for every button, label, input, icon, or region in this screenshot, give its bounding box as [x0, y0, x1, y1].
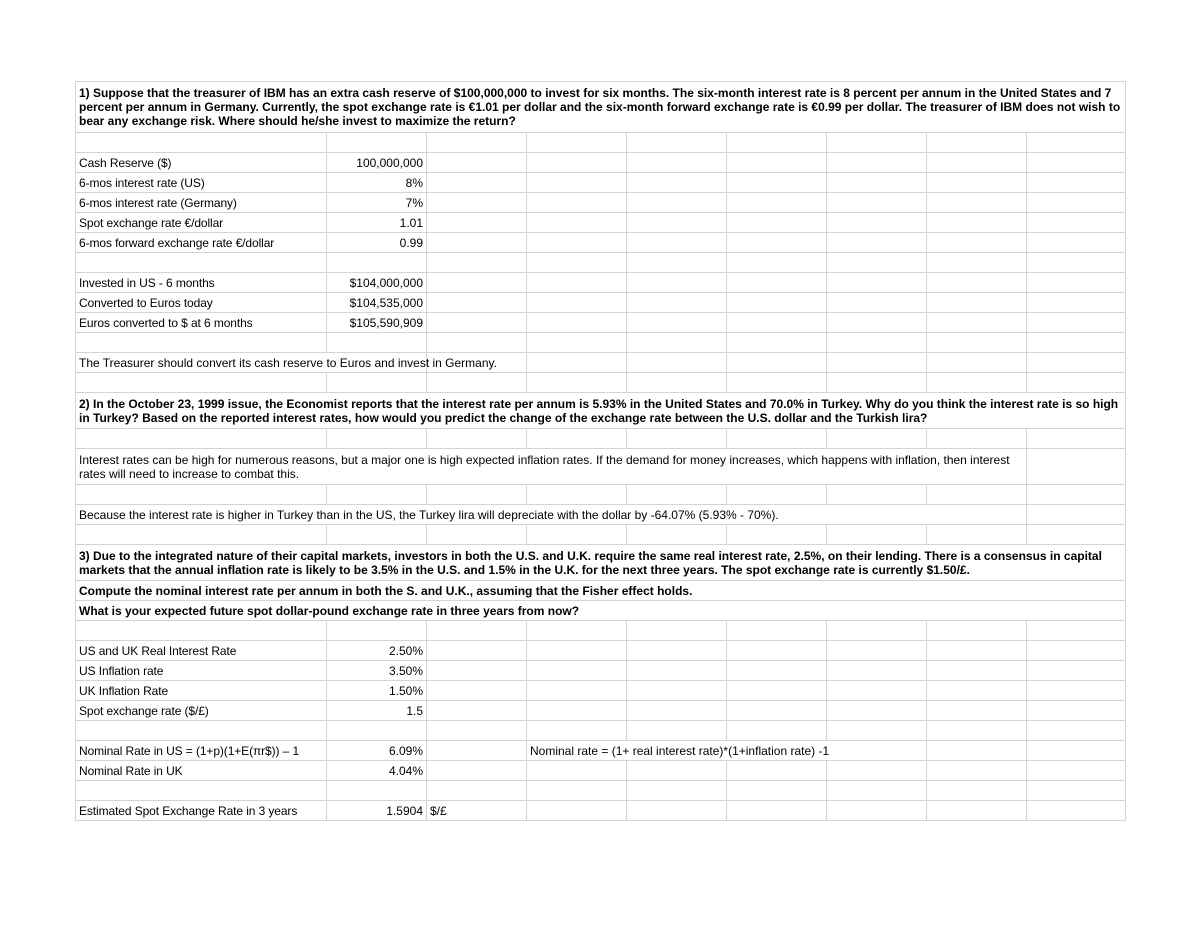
- empty-cell[interactable]: [427, 741, 527, 761]
- empty-cell[interactable]: [1027, 681, 1126, 701]
- empty-cell[interactable]: [1027, 373, 1126, 393]
- empty-cell[interactable]: [727, 173, 827, 193]
- empty-cell[interactable]: [627, 621, 727, 641]
- empty-cell[interactable]: [427, 661, 527, 681]
- empty-cell[interactable]: [627, 701, 727, 721]
- empty-cell[interactable]: [927, 429, 1027, 449]
- empty-cell[interactable]: [827, 429, 927, 449]
- empty-cell[interactable]: [1027, 721, 1126, 741]
- q1-us-rate-value[interactable]: 8%: [327, 173, 427, 193]
- q3-question: 3) Due to the integrated nature of their capital markets, investors in both the U.S. and U.K. require the same real interest rate, 2.5%, on their lending. There is a consensus in capital markets that the annual inflation rate is likely to be 3.5% in the U.S. and 1.5% in the U.K. for the next three years. The spot exchange rate is currently $1.50/£.: [76, 545, 1126, 581]
- empty-cell[interactable]: [427, 173, 527, 193]
- empty-cell[interactable]: [627, 253, 727, 273]
- empty-cell[interactable]: [527, 681, 627, 701]
- empty-cell[interactable]: [727, 373, 827, 393]
- empty-cell[interactable]: [1027, 273, 1126, 293]
- empty-cell[interactable]: [427, 293, 527, 313]
- empty-cell[interactable]: [927, 621, 1027, 641]
- empty-cell[interactable]: [627, 373, 727, 393]
- q1-question: 1) Suppose that the treasurer of IBM has an extra cash reserve of $100,000,000 to invest for six months. The six-month interest rate is 8 percent per annum in the United States and 7 percent per annum in Germany. Currently, the spot exchange rate is €1.01 per dollar and the six-month forward exchange rate is €0.99 per dollar. The treasurer of IBM does not wish to bear any exchange risk. Where should he/she invest to maximize the return?: [76, 82, 1126, 133]
- empty-cell[interactable]: [927, 173, 1027, 193]
- empty-cell[interactable]: [427, 721, 527, 741]
- empty-cell[interactable]: [1027, 153, 1126, 173]
- q3-nominal-uk-row: [76, 761, 1126, 781]
- q3-nominal-uk-label: Nominal Rate in UK: [76, 761, 327, 781]
- empty-cell[interactable]: [427, 373, 527, 393]
- empty-cell[interactable]: [627, 293, 727, 313]
- empty-cell[interactable]: [627, 681, 727, 701]
- empty-cell[interactable]: [527, 721, 627, 741]
- q3-input-row: [76, 681, 1126, 701]
- empty-cell[interactable]: [827, 213, 927, 233]
- empty-cell[interactable]: [527, 253, 627, 273]
- empty-cell[interactable]: [727, 761, 827, 781]
- blank-row: [76, 333, 1126, 353]
- empty-cell[interactable]: [427, 313, 527, 333]
- empty-cell[interactable]: [827, 721, 927, 741]
- empty-cell[interactable]: [727, 273, 827, 293]
- empty-cell[interactable]: [527, 525, 627, 545]
- q1-input-row: [76, 153, 1126, 173]
- empty-cell[interactable]: [527, 133, 627, 153]
- empty-cell[interactable]: [727, 313, 827, 333]
- q2-answer2-row: [76, 505, 1126, 525]
- empty-cell[interactable]: [427, 333, 527, 353]
- empty-cell[interactable]: [827, 761, 927, 781]
- q3-estimate-unit: $/£: [427, 801, 527, 821]
- empty-cell[interactable]: [527, 313, 627, 333]
- empty-cell[interactable]: [327, 721, 427, 741]
- empty-cell[interactable]: [1027, 801, 1126, 821]
- empty-cell[interactable]: [427, 485, 527, 505]
- empty-cell[interactable]: [1027, 641, 1126, 661]
- empty-cell[interactable]: [527, 333, 627, 353]
- q3-sub-b-row: [76, 601, 1126, 621]
- empty-cell[interactable]: [727, 193, 827, 213]
- blank-row: [76, 253, 1126, 273]
- q3-estimate-label: Estimated Spot Exchange Rate in 3 years: [76, 801, 327, 821]
- blank-row: [76, 133, 1126, 153]
- empty-cell[interactable]: [827, 661, 927, 681]
- q3-question-row: [76, 545, 1126, 581]
- empty-cell[interactable]: [1027, 485, 1126, 505]
- empty-cell[interactable]: [1027, 621, 1126, 641]
- empty-cell[interactable]: [727, 233, 827, 253]
- empty-cell[interactable]: [827, 801, 927, 821]
- empty-cell[interactable]: [827, 681, 927, 701]
- empty-cell[interactable]: [927, 681, 1027, 701]
- empty-cell[interactable]: [1027, 233, 1126, 253]
- empty-cell[interactable]: [1027, 313, 1126, 333]
- empty-cell[interactable]: [1027, 449, 1126, 485]
- empty-cell[interactable]: [327, 253, 427, 273]
- empty-cell[interactable]: [76, 781, 327, 801]
- empty-cell[interactable]: [727, 721, 827, 741]
- empty-cell[interactable]: [627, 429, 727, 449]
- q3-estimate-value[interactable]: 1.5904: [327, 801, 427, 821]
- empty-cell[interactable]: [927, 741, 1027, 761]
- empty-cell[interactable]: [327, 373, 427, 393]
- empty-cell[interactable]: [1027, 505, 1126, 525]
- empty-cell[interactable]: [1027, 133, 1126, 153]
- empty-cell[interactable]: [1027, 173, 1126, 193]
- empty-cell[interactable]: [627, 485, 727, 505]
- empty-cell[interactable]: [427, 781, 527, 801]
- empty-cell[interactable]: [427, 621, 527, 641]
- q1-euros-6mo-value[interactable]: $105,590,909: [327, 313, 427, 333]
- empty-cell[interactable]: [827, 701, 927, 721]
- empty-cell[interactable]: [627, 781, 727, 801]
- empty-cell[interactable]: [927, 233, 1027, 253]
- q3-us-inflation-value[interactable]: 3.50%: [327, 661, 427, 681]
- empty-cell[interactable]: [327, 485, 427, 505]
- empty-cell[interactable]: [527, 273, 627, 293]
- empty-cell[interactable]: [76, 721, 327, 741]
- empty-cell[interactable]: [927, 213, 1027, 233]
- q1-us-rate-label: 6-mos interest rate (US): [76, 173, 327, 193]
- q3-input-row: [76, 641, 1126, 661]
- empty-cell[interactable]: [327, 429, 427, 449]
- empty-cell[interactable]: [427, 525, 527, 545]
- empty-cell[interactable]: [827, 781, 927, 801]
- empty-cell[interactable]: [827, 333, 927, 353]
- empty-cell[interactable]: [427, 761, 527, 781]
- empty-cell[interactable]: [727, 661, 827, 681]
- empty-cell[interactable]: [727, 681, 827, 701]
- q1-question-row: [76, 82, 1126, 133]
- empty-cell[interactable]: [927, 333, 1027, 353]
- q1-germany-rate-value[interactable]: 7%: [327, 193, 427, 213]
- q3-nominal-uk-value[interactable]: 4.04%: [327, 761, 427, 781]
- empty-cell[interactable]: [1027, 741, 1126, 761]
- empty-cell[interactable]: [76, 485, 327, 505]
- empty-cell[interactable]: [327, 133, 427, 153]
- empty-cell[interactable]: [627, 193, 727, 213]
- q1-forward-value[interactable]: 0.99: [327, 233, 427, 253]
- empty-cell[interactable]: [527, 781, 627, 801]
- empty-cell[interactable]: [1027, 701, 1126, 721]
- empty-cell[interactable]: [927, 133, 1027, 153]
- empty-cell[interactable]: [1027, 525, 1126, 545]
- empty-cell[interactable]: [927, 701, 1027, 721]
- empty-cell[interactable]: [76, 373, 327, 393]
- empty-cell[interactable]: [527, 233, 627, 253]
- empty-cell[interactable]: [727, 153, 827, 173]
- empty-cell[interactable]: [827, 233, 927, 253]
- empty-cell[interactable]: [727, 621, 827, 641]
- empty-cell[interactable]: [527, 213, 627, 233]
- empty-cell[interactable]: [527, 153, 627, 173]
- empty-cell[interactable]: [727, 801, 827, 821]
- blank-row: [76, 429, 1126, 449]
- empty-cell[interactable]: [927, 353, 1027, 373]
- q1-forward-label: 6-mos forward exchange rate €/dollar: [76, 233, 327, 253]
- empty-cell[interactable]: [927, 293, 1027, 313]
- empty-cell[interactable]: [927, 525, 1027, 545]
- empty-cell[interactable]: [827, 153, 927, 173]
- empty-cell[interactable]: [727, 429, 827, 449]
- q3-uk-inflation-label: UK Inflation Rate: [76, 681, 327, 701]
- empty-cell[interactable]: [527, 641, 627, 661]
- q1-conclusion: The Treasurer should convert its cash reserve to Euros and invest in Germany.: [76, 353, 427, 373]
- blank-row: [76, 485, 1126, 505]
- empty-cell[interactable]: [927, 153, 1027, 173]
- empty-cell[interactable]: [927, 781, 1027, 801]
- empty-cell[interactable]: [927, 313, 1027, 333]
- empty-cell[interactable]: [427, 233, 527, 253]
- empty-cell[interactable]: [1027, 781, 1126, 801]
- q3-estimate-row: [76, 801, 1126, 821]
- empty-cell[interactable]: [727, 253, 827, 273]
- empty-cell[interactable]: [427, 153, 527, 173]
- empty-cell[interactable]: [727, 781, 827, 801]
- empty-cell[interactable]: [727, 353, 827, 373]
- empty-cell[interactable]: [427, 253, 527, 273]
- blank-row: [76, 721, 1126, 741]
- empty-cell[interactable]: [527, 173, 627, 193]
- worksheet-grid: [75, 81, 1126, 821]
- q3-spot-label: Spot exchange rate ($/£): [76, 701, 327, 721]
- empty-cell[interactable]: [1027, 661, 1126, 681]
- empty-cell[interactable]: [827, 133, 927, 153]
- empty-cell[interactable]: [1027, 761, 1126, 781]
- empty-cell[interactable]: [627, 273, 727, 293]
- empty-cell[interactable]: [727, 333, 827, 353]
- q2-answer-inflation: Interest rates can be high for numerous reasons, but a major one is high expected inflation rates. If the demand for money increases, which happens with inflation, then interest rates will need to increase to combat this.: [76, 449, 1027, 485]
- empty-cell[interactable]: [627, 525, 727, 545]
- empty-cell[interactable]: [727, 133, 827, 153]
- empty-cell[interactable]: [76, 133, 327, 153]
- empty-cell[interactable]: [627, 661, 727, 681]
- empty-cell[interactable]: [727, 293, 827, 313]
- empty-cell[interactable]: [927, 641, 1027, 661]
- blank-row: [76, 525, 1126, 545]
- empty-cell[interactable]: [627, 333, 727, 353]
- q3-sub-a-row: [76, 581, 1126, 601]
- q2-answer-depreciation: Because the interest rate is higher in Turkey than in the US, the Turkey lira will depreciate with the dollar by -64.07% (5.93% - 70%).: [76, 505, 1027, 525]
- q1-us-invest-value[interactable]: $104,000,000: [327, 273, 427, 293]
- empty-cell[interactable]: [1027, 253, 1126, 273]
- empty-cell[interactable]: [927, 373, 1027, 393]
- empty-cell[interactable]: [627, 721, 727, 741]
- empty-cell[interactable]: [76, 621, 327, 641]
- q1-euros-today-value[interactable]: $104,535,000: [327, 293, 427, 313]
- empty-cell[interactable]: [627, 233, 727, 253]
- q3-us-inflation-label: US Inflation rate: [76, 661, 327, 681]
- q2-question: 2) In the October 23, 1999 issue, the Economist reports that the interest rate per annum is 5.93% in the United States and 70.0% in Turkey. Why do you think the interest rate is so high in Turkey? Based on the reported interest rates, how would you predict the change of the exchange rate between the U.S. dollar and the Turkish lira?: [76, 393, 1126, 429]
- q1-result-row: [76, 313, 1126, 333]
- empty-cell[interactable]: [627, 133, 727, 153]
- empty-cell[interactable]: [627, 353, 727, 373]
- empty-cell[interactable]: [527, 801, 627, 821]
- empty-cell[interactable]: [727, 641, 827, 661]
- empty-cell[interactable]: [827, 621, 927, 641]
- empty-cell[interactable]: [427, 213, 527, 233]
- q1-conclusion-row: [76, 353, 1126, 373]
- empty-cell[interactable]: [827, 173, 927, 193]
- empty-cell[interactable]: [727, 213, 827, 233]
- spreadsheet: [75, 81, 1125, 821]
- q3-nominal-formula-note: Nominal rate = (1+ real interest rate)*(1+inflation rate) -1: [527, 741, 927, 761]
- q1-result-row: [76, 293, 1126, 313]
- empty-cell[interactable]: [927, 193, 1027, 213]
- empty-cell[interactable]: [627, 313, 727, 333]
- empty-cell[interactable]: [827, 313, 927, 333]
- empty-cell[interactable]: [327, 781, 427, 801]
- empty-cell[interactable]: [927, 661, 1027, 681]
- empty-cell[interactable]: [627, 153, 727, 173]
- empty-cell[interactable]: [827, 253, 927, 273]
- empty-cell[interactable]: [727, 485, 827, 505]
- empty-cell[interactable]: [1027, 353, 1126, 373]
- empty-cell[interactable]: [327, 621, 427, 641]
- q1-germany-rate-label: 6-mos interest rate (Germany): [76, 193, 327, 213]
- empty-cell[interactable]: [327, 525, 427, 545]
- q1-euros-6mo-label: Euros converted to $ at 6 months: [76, 313, 327, 333]
- empty-cell[interactable]: [427, 273, 527, 293]
- empty-cell[interactable]: [527, 429, 627, 449]
- q3-real-rate-label: US and UK Real Interest Rate: [76, 641, 327, 661]
- q3-real-rate-value[interactable]: 2.50%: [327, 641, 427, 661]
- q1-cash-value[interactable]: 100,000,000: [327, 153, 427, 173]
- empty-cell[interactable]: [927, 253, 1027, 273]
- q3-uk-inflation-value[interactable]: 1.50%: [327, 681, 427, 701]
- empty-cell[interactable]: [927, 721, 1027, 741]
- q1-spot-label: Spot exchange rate €/dollar: [76, 213, 327, 233]
- empty-cell[interactable]: [76, 333, 327, 353]
- empty-cell[interactable]: [1027, 333, 1126, 353]
- empty-cell[interactable]: [527, 485, 627, 505]
- empty-cell[interactable]: [727, 701, 827, 721]
- empty-cell[interactable]: [927, 761, 1027, 781]
- empty-cell[interactable]: [627, 801, 727, 821]
- empty-cell[interactable]: [1027, 293, 1126, 313]
- q2-answer1-row: [76, 449, 1126, 485]
- empty-cell[interactable]: [427, 701, 527, 721]
- empty-cell[interactable]: [927, 273, 1027, 293]
- blank-row: [76, 373, 1126, 393]
- q3-spot-value[interactable]: 1.5: [327, 701, 427, 721]
- empty-cell[interactable]: [527, 293, 627, 313]
- empty-cell[interactable]: [427, 429, 527, 449]
- empty-cell[interactable]: [427, 641, 527, 661]
- empty-cell[interactable]: [1027, 213, 1126, 233]
- q1-euros-today-label: Converted to Euros today: [76, 293, 327, 313]
- q3-sub-question-b: What is your expected future spot dollar-pound exchange rate in three years from now?: [76, 601, 1126, 621]
- q1-spot-value[interactable]: 1.01: [327, 213, 427, 233]
- q1-us-invest-label: Invested in US - 6 months: [76, 273, 327, 293]
- q2-question-row: [76, 393, 1126, 429]
- empty-cell[interactable]: [427, 681, 527, 701]
- q1-cash-label: Cash Reserve ($): [76, 153, 327, 173]
- empty-cell[interactable]: [627, 173, 727, 193]
- empty-cell[interactable]: [527, 621, 627, 641]
- empty-cell[interactable]: [527, 661, 627, 681]
- q3-sub-question-a: Compute the nominal interest rate per annum in both the S. and U.K., assuming that the Fisher effect holds.: [76, 581, 1126, 601]
- q3-nominal-us-row: [76, 741, 1126, 761]
- q1-input-row: [76, 173, 1126, 193]
- empty-cell[interactable]: [427, 133, 527, 153]
- q3-nominal-us-label: Nominal Rate in US = (1+p)(1+E(πr$)) – 1: [76, 741, 327, 761]
- empty-cell[interactable]: [327, 333, 427, 353]
- empty-cell[interactable]: [827, 273, 927, 293]
- q1-input-row: [76, 213, 1126, 233]
- empty-cell[interactable]: [827, 353, 927, 373]
- empty-cell[interactable]: [827, 373, 927, 393]
- empty-cell[interactable]: [76, 253, 327, 273]
- empty-cell[interactable]: [927, 801, 1027, 821]
- empty-cell[interactable]: [827, 525, 927, 545]
- empty-cell[interactable]: [527, 701, 627, 721]
- empty-cell[interactable]: [76, 429, 327, 449]
- empty-cell[interactable]: [527, 353, 627, 373]
- empty-cell[interactable]: [527, 761, 627, 781]
- empty-cell[interactable]: [627, 641, 727, 661]
- empty-cell[interactable]: [927, 485, 1027, 505]
- q3-nominal-us-value[interactable]: 6.09%: [327, 741, 427, 761]
- empty-cell[interactable]: [827, 485, 927, 505]
- empty-cell[interactable]: [827, 293, 927, 313]
- blank-row: [76, 621, 1126, 641]
- empty-cell[interactable]: [1027, 193, 1126, 213]
- empty-cell[interactable]: [727, 525, 827, 545]
- q3-input-row: [76, 701, 1126, 721]
- empty-cell[interactable]: [827, 193, 927, 213]
- empty-cell[interactable]: [427, 193, 527, 213]
- empty-cell[interactable]: [527, 373, 627, 393]
- empty-cell[interactable]: [627, 761, 727, 781]
- empty-cell[interactable]: [827, 641, 927, 661]
- q1-input-row: [76, 193, 1126, 213]
- empty-cell[interactable]: [76, 525, 327, 545]
- empty-cell[interactable]: [627, 213, 727, 233]
- blank-row: [76, 781, 1126, 801]
- empty-cell[interactable]: [527, 193, 627, 213]
- empty-cell[interactable]: [1027, 429, 1126, 449]
- q1-result-row: [76, 273, 1126, 293]
- q3-input-row: [76, 661, 1126, 681]
- q1-input-row: [76, 233, 1126, 253]
